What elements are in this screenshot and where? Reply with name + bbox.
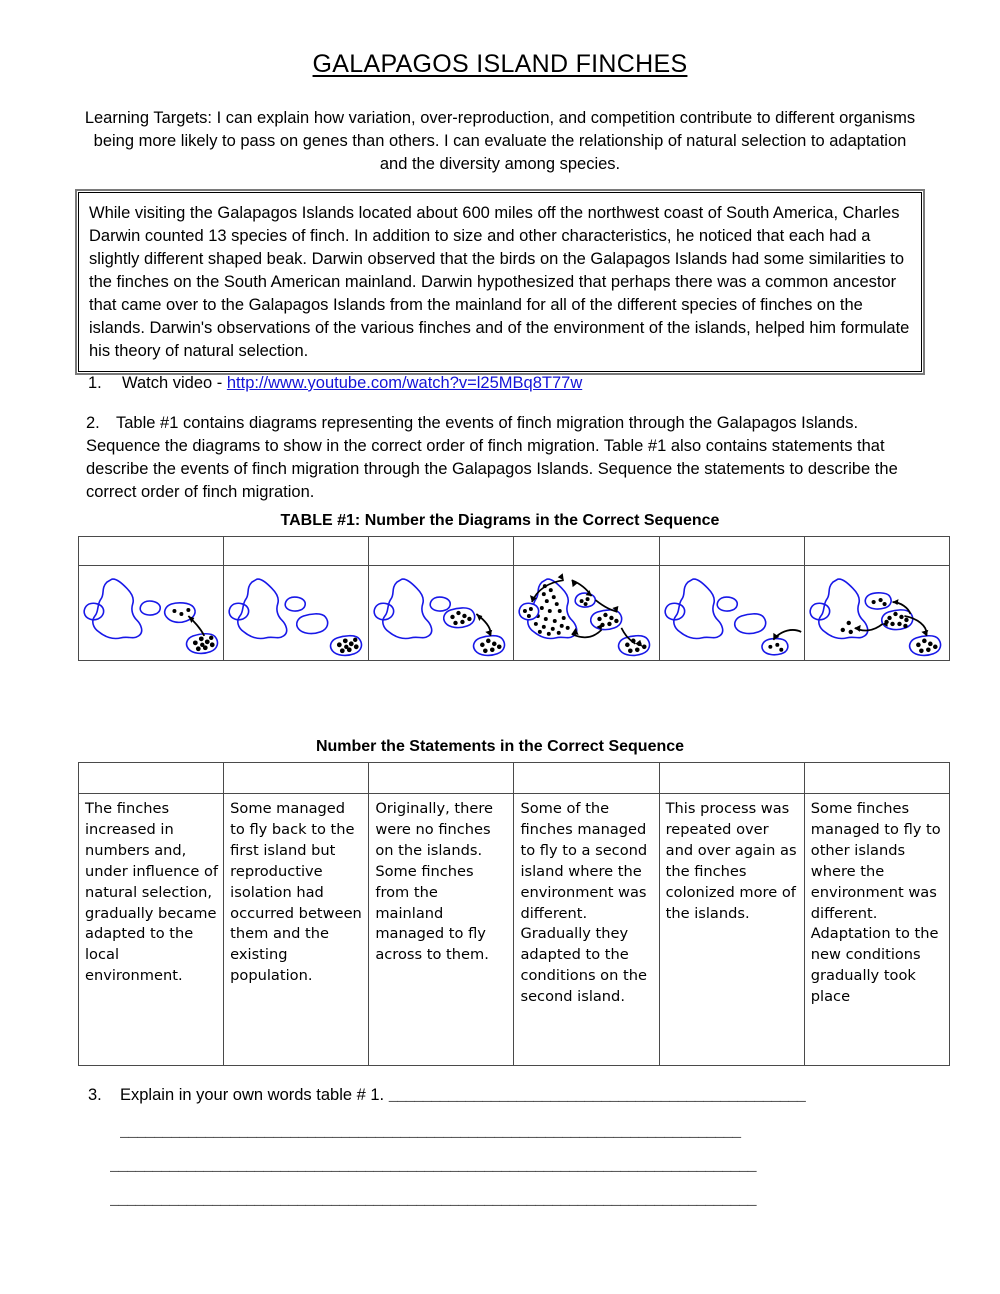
speckled-island-source-6: [909, 636, 940, 656]
diagram-table-caption: TABLE #1: Number the Diagrams in the Correct Sequence: [280, 512, 720, 529]
diagram-image-row: [79, 566, 950, 661]
diagram-number-cell-5[interactable]: [659, 537, 804, 566]
speckled-source-island-1: [187, 634, 218, 654]
statement-sequence-table: [78, 762, 950, 1066]
item-1-number: 1.: [88, 374, 102, 392]
statement-number-cell-6[interactable]: [804, 763, 949, 794]
diagram-number-cell-3[interactable]: [369, 537, 514, 566]
speckled-island-5: [762, 639, 788, 655]
diagram-cell-1: [79, 566, 224, 661]
speckled-island-2: [331, 636, 362, 656]
speckled-island-top-6: [865, 593, 891, 609]
item-3-number: 3.: [88, 1086, 102, 1104]
answer-blank-line-1[interactable]: _________________________________________________: [388, 1088, 806, 1105]
diagram-cell-4: [514, 566, 659, 661]
statement-cell-5: This process was repeated over and over again as the finches colonized more of the islands.: [659, 794, 804, 1066]
statement-number-cell-3[interactable]: [369, 763, 514, 794]
answer-blank-line-4[interactable]: ____________________________________________________________________________: [110, 1192, 757, 1209]
item-1-text: Watch video -: [122, 374, 227, 392]
speckled-island-right: [619, 636, 650, 656]
diagram-number-cell-6[interactable]: [804, 537, 949, 566]
item-2-text: Table #1 contains diagrams representing the events of finch migration through the Galapagos Islands. Sequence the diagrams to show in the correct order of finch migration. Table #1 also contains statements that describe the events of finch migration through the Galapagos Islands. Sequence the statements to describe the correct order of finch migration.: [86, 414, 898, 501]
answer-blank-line-3[interactable]: ____________________________________________________________________________: [110, 1158, 757, 1175]
item-3-text: Explain in your own words table # 1.: [120, 1086, 385, 1104]
diagram-cell-5: [659, 566, 804, 661]
statement-number-cell-4[interactable]: [514, 763, 659, 794]
finch-migration-diagram-c: [369, 566, 513, 660]
statement-number-cell-2[interactable]: [224, 763, 369, 794]
speckled-island-mid-6: [882, 610, 913, 630]
statement-cell-1: The finches increased in numbers and, under influence of natural selection, gradually became adapted to the local environment.: [79, 794, 224, 1066]
statement-cell-4: Some of the finches managed to fly to a second island where the environment was different. Gradually they adapted to the conditions on the second island.: [514, 794, 659, 1066]
intro-paragraph-text: While visiting the Galapagos Islands located about 600 miles off the northwest coast of South America, Charles Darwin counted 13 species of finch. In addition to size and other characteristics, he noticed that each had a slightly different shaped beak. Darwin observed that the birds on the Galapagos Islands had some similarities to the finches on the South American mainland. Darwin hypothesized that perhaps there was a common ancestor that came over to the Galapagos Islands from the mainland for all of the different species of finches on the islands. Darwin's observations of the various finches and of the environment of the islands, helped him formulate his theory of natural selection.: [89, 204, 910, 360]
statement-number-cell-5[interactable]: [659, 763, 804, 794]
statement-cell-6: Some finches managed to fly to other islands where the environment was different. Adaptation to the new conditions gradually took place: [804, 794, 949, 1066]
diagram-number-row: [79, 537, 950, 566]
statement-number-cell-1[interactable]: [79, 763, 224, 794]
youtube-video-link[interactable]: http://www.youtube.com/watch?v=l25MBq8T77w: [226, 374, 583, 392]
speckled-island-3a: [444, 608, 475, 628]
statement-table-caption: Number the Statements in the Correct Sequence: [315, 738, 685, 755]
statement-text-row: [79, 794, 950, 1066]
finch-migration-diagram-b: [224, 566, 368, 660]
finch-migration-diagram-a: [79, 566, 223, 660]
finch-migration-diagram-e: [660, 566, 804, 660]
speckled-island-mid: [591, 610, 622, 630]
statement-number-row: [79, 763, 950, 794]
speckled-island-3b: [474, 636, 505, 656]
instruction-item-1: [88, 372, 928, 395]
answer-blank-line-2[interactable]: _________________________________________________________________________: [120, 1124, 741, 1141]
diagram-sequence-table: [78, 536, 950, 661]
diagram-number-cell-4[interactable]: [514, 537, 659, 566]
diagram-cell-2: [224, 566, 369, 661]
diagram-cell-6: [804, 566, 949, 661]
statement-cell-2: Some managed to fly back to the first island but reproductive isolation had occurred between them and the existing population.: [224, 794, 369, 1066]
item-2-number: 2.: [86, 414, 100, 432]
small-speckled-island-left: [520, 603, 539, 619]
instruction-item-2: [86, 412, 934, 504]
diagram-number-cell-1[interactable]: [79, 537, 224, 566]
diagram-number-cell-2[interactable]: [224, 537, 369, 566]
learning-targets-text: Learning Targets: I can explain how variation, over-reproduction, and competition contribute to different organisms being more likely to pass on genes than others. I can evaluate the relationship of natural selection to adaptation and the diversity among species.: [84, 109, 916, 173]
small-speckled-island-top: [576, 593, 596, 607]
intro-paragraph-box: [78, 192, 922, 372]
diagram-cell-3: [369, 566, 514, 661]
page-title: GALAPAGOS ISLAND FINCHES: [312, 50, 688, 78]
finch-migration-diagram-f: [805, 566, 949, 660]
statement-cell-3: Originally, there were no finches on the islands. Some finches from the mainland managed to fly across to them.: [369, 794, 514, 1066]
finch-migration-diagram-d: [514, 566, 658, 660]
instruction-item-3: [88, 1086, 948, 1105]
